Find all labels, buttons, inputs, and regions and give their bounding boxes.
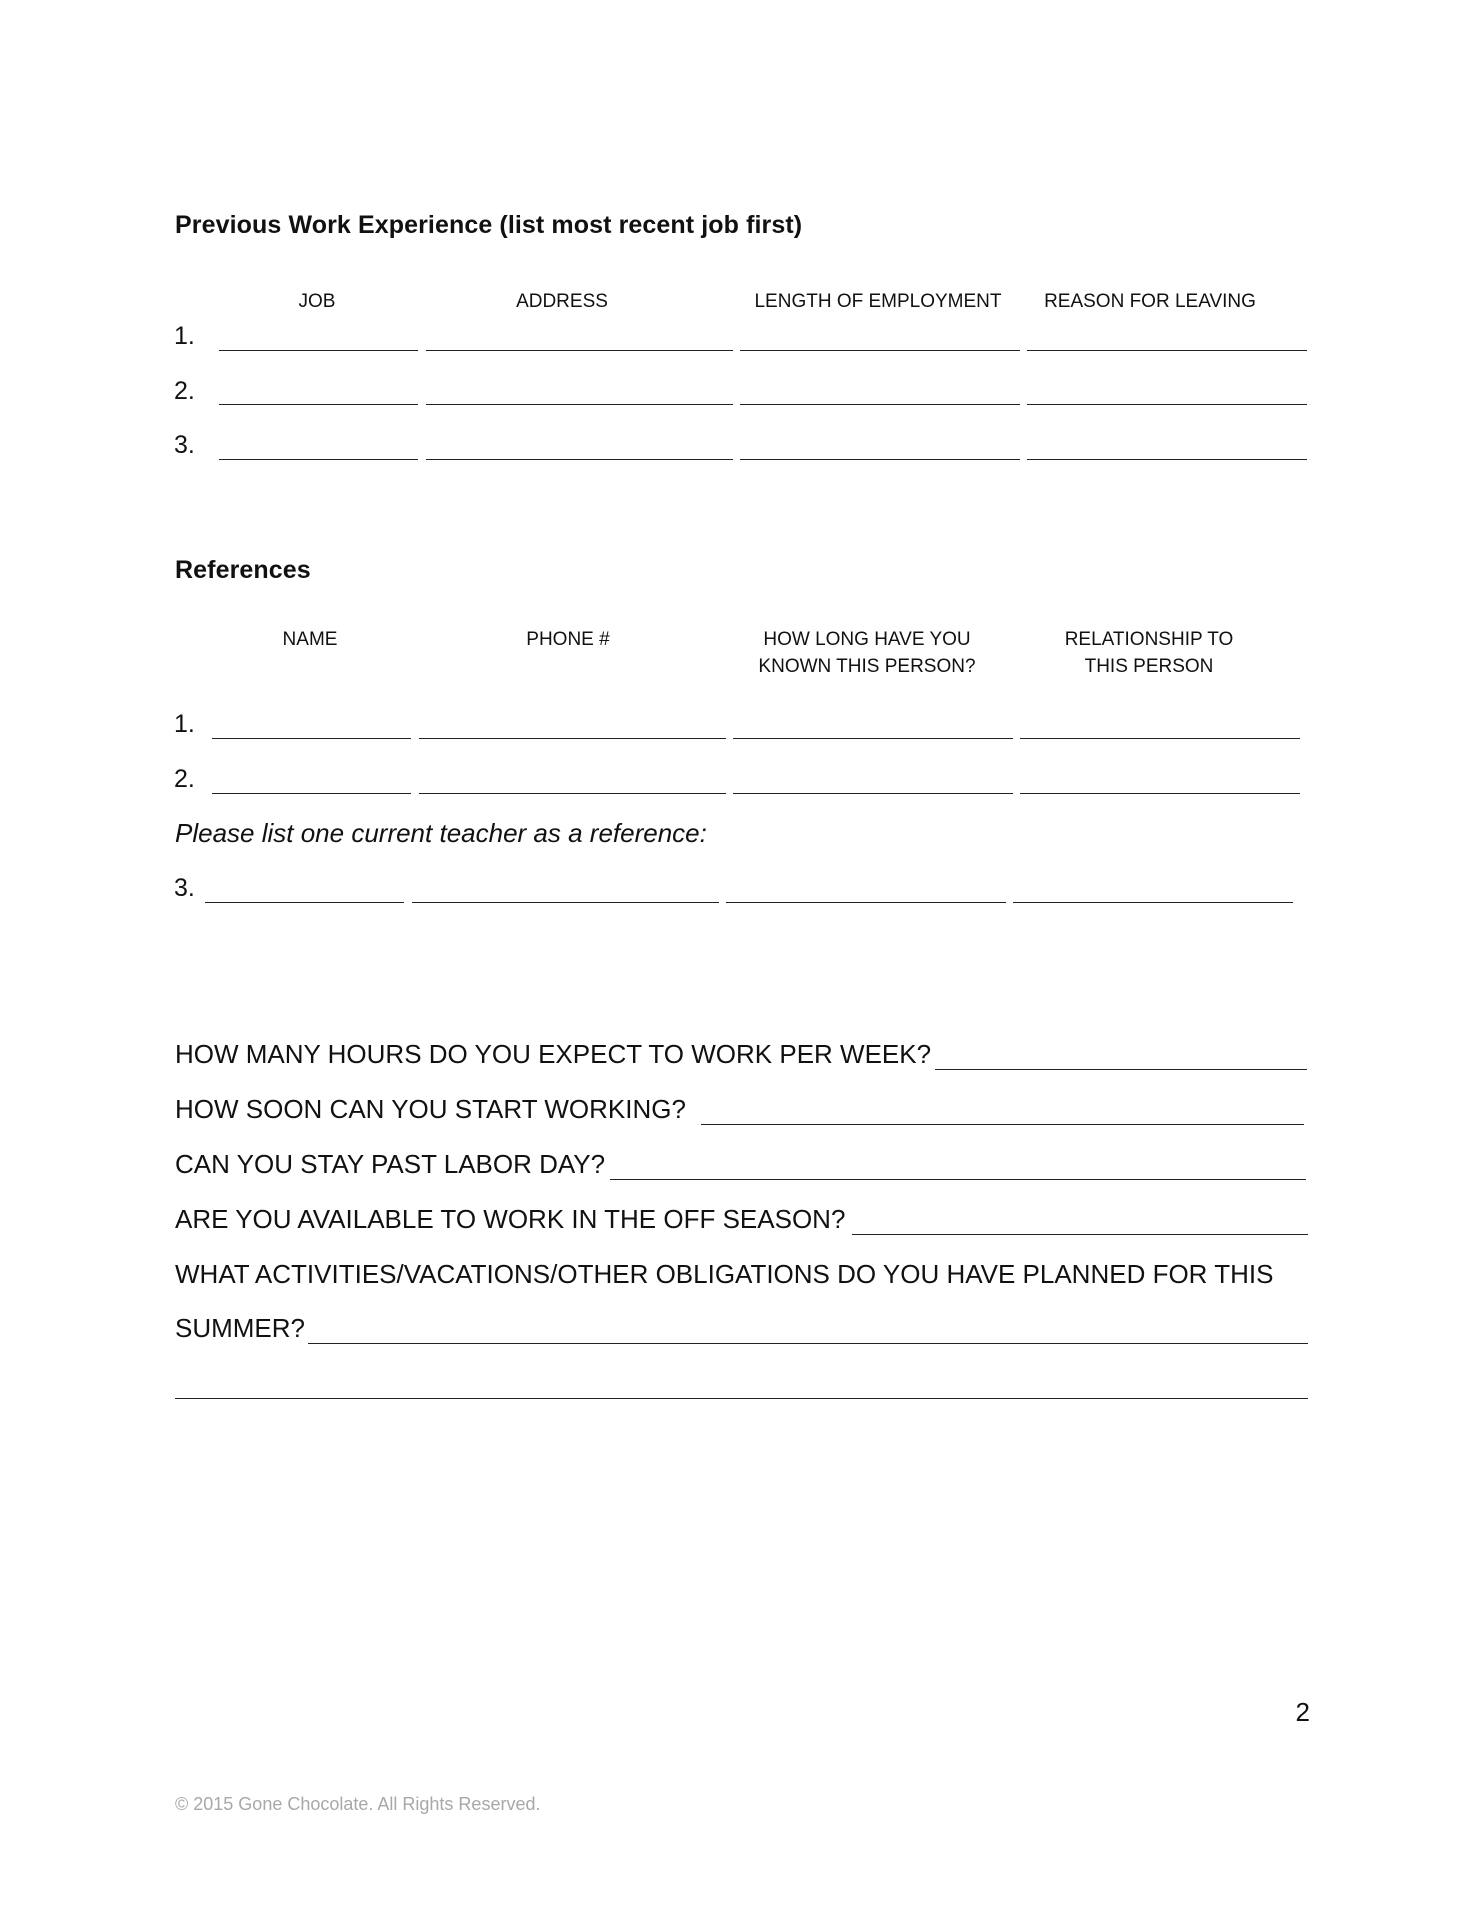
- work-row1-reason-field[interactable]: [1027, 350, 1307, 351]
- references-heading: References: [175, 556, 311, 584]
- work-row-number: 1.: [174, 322, 195, 350]
- copyright-notice: © 2015 Gone Chocolate. All Rights Reserved.: [175, 1794, 541, 1814]
- question-labor-day: CAN YOU STAY PAST LABOR DAY?: [175, 1149, 606, 1179]
- ref-row3-phone-field[interactable]: [412, 902, 719, 903]
- ref-row1-phone-field[interactable]: [419, 738, 726, 739]
- work-row3-address-field[interactable]: [426, 459, 733, 460]
- ref-row2-relationship-field[interactable]: [1020, 793, 1300, 794]
- ref-row3-how-long-field[interactable]: [726, 902, 1006, 903]
- work-row-number: 2.: [174, 377, 195, 405]
- ref-row2-how-long-field[interactable]: [733, 793, 1013, 794]
- question-summer-label: SUMMER?: [175, 1313, 306, 1343]
- ref-col-name: NAME: [282, 629, 338, 650]
- work-row3-length-field[interactable]: [740, 459, 1020, 460]
- work-row2-reason-field[interactable]: [1027, 404, 1307, 405]
- ref-row-number: 1.: [174, 710, 195, 738]
- work-row2-job-field[interactable]: [219, 404, 418, 405]
- ref-col-relationship: RELATIONSHIP TO THIS PERSON: [1064, 629, 1234, 677]
- work-row3-reason-field[interactable]: [1027, 459, 1307, 460]
- work-col-length: LENGTH OF EMPLOYMENT: [754, 291, 1002, 312]
- work-row1-job-field[interactable]: [219, 350, 418, 351]
- ref-row2-name-field[interactable]: [212, 793, 411, 794]
- work-row2-address-field[interactable]: [426, 404, 733, 405]
- labor-day-field[interactable]: [610, 1179, 1306, 1180]
- ref-row-number: 3.: [174, 874, 195, 902]
- start-working-field[interactable]: [701, 1124, 1304, 1125]
- teacher-reference-note: Please list one current teacher as a reference:: [175, 818, 707, 848]
- work-col-reason: REASON FOR LEAVING: [1044, 291, 1256, 312]
- work-col-address: ADDRESS: [516, 291, 608, 312]
- ref-row-number: 2.: [174, 765, 195, 793]
- ref-col-how-long: HOW LONG HAVE YOU KNOWN THIS PERSON?: [758, 629, 976, 677]
- work-row2-length-field[interactable]: [740, 404, 1020, 405]
- work-row3-job-field[interactable]: [219, 459, 418, 460]
- off-season-field[interactable]: [852, 1234, 1308, 1235]
- ref-row1-name-field[interactable]: [212, 738, 411, 739]
- question-start-working: HOW SOON CAN YOU START WORKING?: [175, 1094, 686, 1124]
- summer-obligations-field[interactable]: [308, 1343, 1308, 1344]
- ref-col-phone: PHONE #: [526, 629, 610, 650]
- work-col-job: JOB: [298, 291, 336, 312]
- ref-row1-relationship-field[interactable]: [1020, 738, 1300, 739]
- work-row1-address-field[interactable]: [426, 350, 733, 351]
- summer-obligations-field-continued[interactable]: [175, 1398, 1308, 1399]
- page-number: 2: [1295, 1697, 1310, 1727]
- ref-row2-phone-field[interactable]: [419, 793, 726, 794]
- work-experience-heading: Previous Work Experience (list most recent job first): [175, 211, 803, 239]
- ref-row3-name-field[interactable]: [205, 902, 404, 903]
- question-hours-per-week: HOW MANY HOURS DO YOU EXPECT TO WORK PER WEEK?: [175, 1039, 932, 1069]
- hours-per-week-field[interactable]: [935, 1069, 1307, 1070]
- ref-row1-how-long-field[interactable]: [733, 738, 1013, 739]
- work-row1-length-field[interactable]: [740, 350, 1020, 351]
- question-summer-obligations: WHAT ACTIVITIES/VACATIONS/OTHER OBLIGATIONS DO YOU HAVE PLANNED FOR THIS: [175, 1259, 1274, 1289]
- ref-row3-relationship-field[interactable]: [1013, 902, 1293, 903]
- work-row-number: 3.: [174, 431, 195, 459]
- question-off-season: ARE YOU AVAILABLE TO WORK IN THE OFF SEASON?: [175, 1204, 846, 1234]
